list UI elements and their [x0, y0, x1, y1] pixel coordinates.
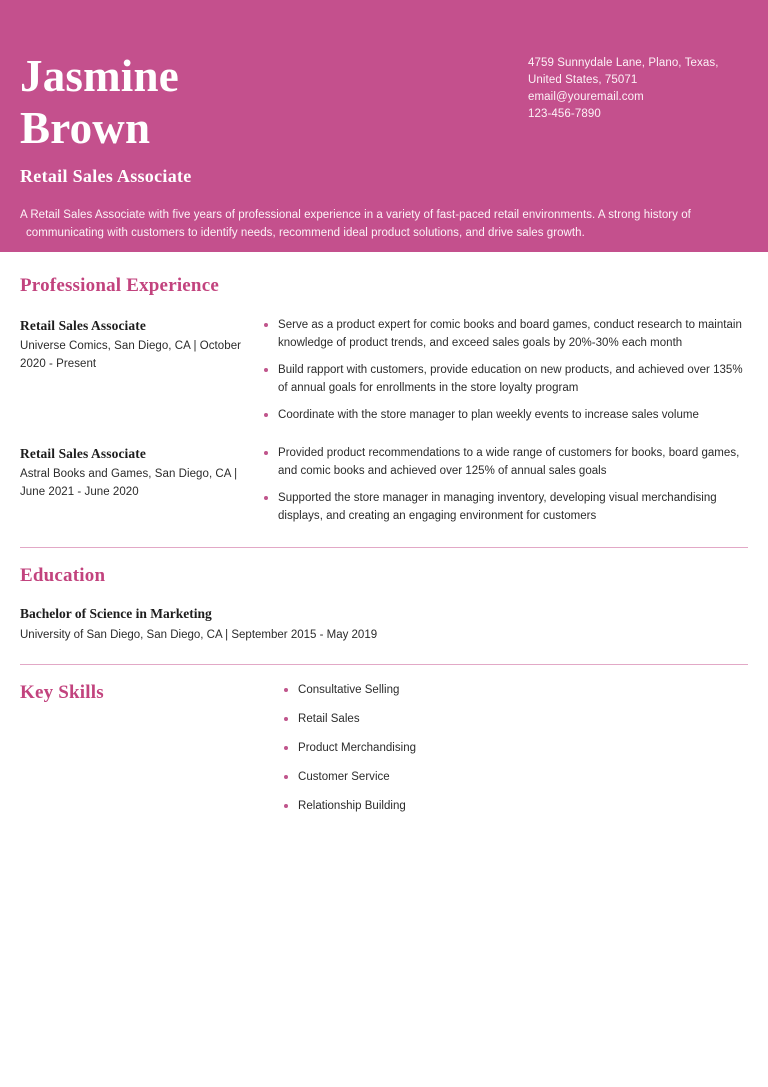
- skills-heading-column: [20, 681, 255, 815]
- contact-phone[interactable]: 123-456-7890: [528, 108, 601, 120]
- experience-company-dates: Astral Books and Games, San Diego, CA | June 2021 - June 2020: [20, 468, 238, 498]
- resume-header: [0, 0, 768, 252]
- last-name: Brown: [20, 103, 151, 153]
- section-education: [0, 548, 768, 664]
- list-item: Build rapport with customers, provide education on new products, and achieved over 135% of annual goals for enrollments in the store loyalty program: [259, 361, 748, 397]
- experience-job-title: Retail Sales Associate: [20, 318, 146, 333]
- section-heading-skills: Key Skills: [20, 682, 104, 703]
- skills-bullet-list: [279, 681, 748, 815]
- list-item: Retail Sales: [279, 710, 748, 728]
- section-key-skills: [0, 665, 768, 815]
- experience-job-title: Retail Sales Associate: [20, 446, 146, 461]
- contact-address-line-2: United States, 75071: [528, 74, 638, 86]
- experience-company-dates: Universe Comics, San Diego, CA | October 2020 - Present: [20, 340, 242, 370]
- list-item: Provided product recommendations to a wide range of customers for books, board games, and comic books and achieved over 125% of annual sales goals: [259, 444, 748, 480]
- summary-line-2: communicating with customers to identify needs, recommend ideal product solutions, and drive sales growth.: [26, 227, 585, 239]
- resume-body: [0, 252, 768, 815]
- experience-bullet-list: [259, 316, 748, 424]
- candidate-name: [20, 50, 440, 154]
- education-degree: Bachelor of Science in Marketing: [20, 606, 212, 621]
- contact-address-line-1: 4759 Sunnydale Lane, Plano, Texas,: [528, 57, 719, 69]
- section-heading-education: Education: [20, 565, 106, 586]
- experience-entry-right: [255, 444, 748, 525]
- skills-list-column: [255, 681, 748, 815]
- contact-email[interactable]: email@youremail.com: [528, 91, 644, 103]
- experience-bullet-list: [259, 444, 748, 525]
- contact-info: [528, 55, 748, 123]
- list-item: Coordinate with the store manager to plan weekly events to increase sales volume: [259, 406, 748, 424]
- first-name: Jasmine: [20, 51, 179, 101]
- list-item: Supported the store manager in managing inventory, developing visual merchandising displays, and creating an engaging environment for customers: [259, 489, 748, 525]
- experience-entry-right: [255, 316, 748, 424]
- list-item: Product Merchandising: [279, 739, 748, 757]
- header-job-title: Retail Sales Associate: [20, 166, 192, 186]
- list-item: Relationship Building: [279, 797, 748, 815]
- professional-summary: [20, 206, 720, 242]
- list-item: Consultative Selling: [279, 681, 748, 699]
- list-item: Customer Service: [279, 768, 748, 786]
- experience-entry-left: [20, 316, 255, 424]
- skills-row: [0, 681, 768, 815]
- section-professional-experience: [0, 252, 768, 547]
- list-item: Serve as a product expert for comic books and board games, conduct research to maintain knowledge of product trends, and exceed sales goals by 20%-30% each month: [259, 316, 748, 352]
- summary-line-1: A Retail Sales Associate with five years of professional experience in a variety of fast-paced retail environments. A strong history of: [20, 209, 691, 221]
- experience-entry: [0, 444, 768, 525]
- education-school-dates: University of San Diego, San Diego, CA | September 2015 - May 2019: [20, 629, 378, 641]
- section-heading-experience: Professional Experience: [20, 275, 219, 296]
- experience-entry: [0, 316, 768, 424]
- experience-entry-left: [20, 444, 255, 525]
